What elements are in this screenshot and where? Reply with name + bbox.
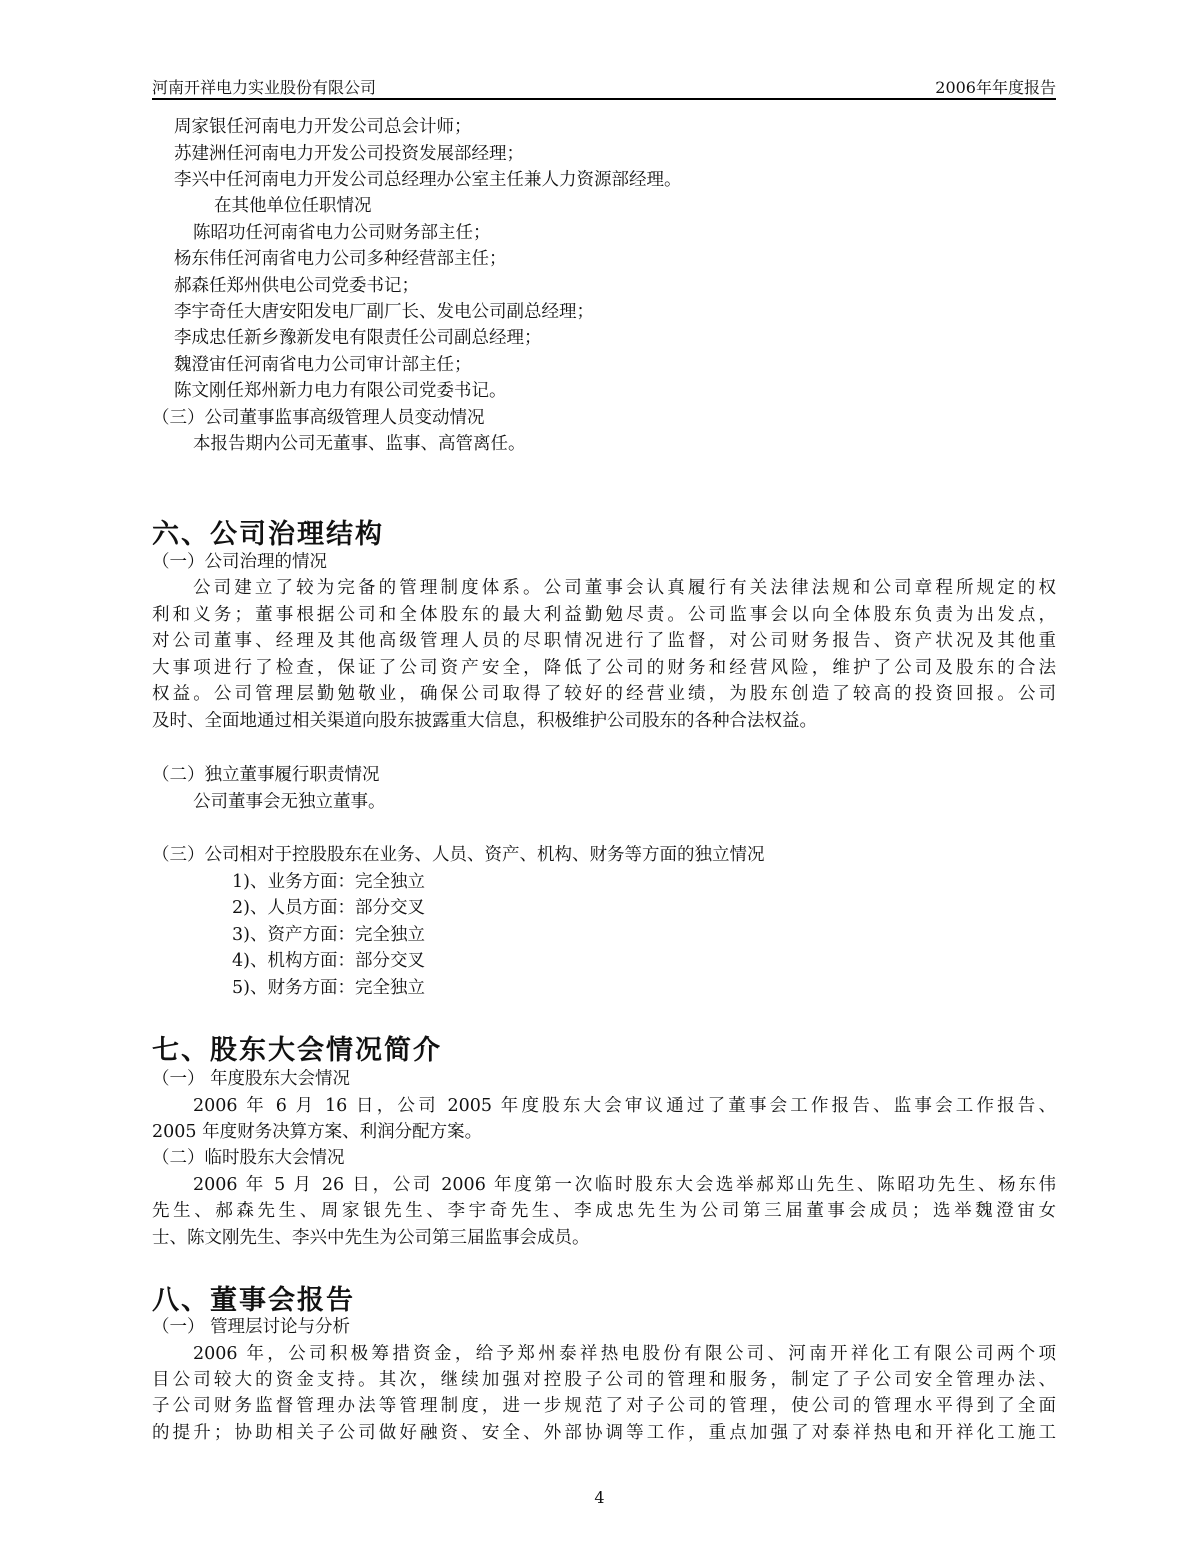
paragraph-line: 士、陈文刚先生、李兴中先生为公司第三届监事会成员。 (152, 1228, 590, 1248)
paragraph-line: 的提升；协助相关子公司做好融资、安全、外部协调等工作，重点加强了对泰祥热电和开祥化工施工 (152, 1423, 1056, 1443)
text-line: 在其他单位任职情况 (214, 196, 372, 216)
text-line: 魏澄宙任河南省电力公司审计部主任； (174, 355, 472, 375)
text-line: 公司董事会无独立董事。 (193, 792, 386, 812)
header-report-title: 2006年年度报告 (935, 78, 1056, 97)
subsection-title: （一） 年度股东大会情况 (152, 1069, 351, 1089)
paragraph-line: 先生、郝森先生、周家银先生、李宇奇先生、李成忠先生为公司第三届董事会成员；选举魏澄宙女 (152, 1201, 1056, 1221)
page-number: 4 (594, 1488, 605, 1507)
subsection-title: （二）临时股东大会情况 (152, 1148, 345, 1168)
section-heading-6: 六、公司治理结构 (152, 519, 384, 550)
text-line: 李宇奇任大唐安阳发电厂副厂长、发电公司副总经理； (174, 302, 594, 322)
text-line: 周家银任河南电力开发公司总会计师； (174, 117, 472, 137)
subsection-title: （一） 管理层讨论与分析 (152, 1317, 351, 1337)
page-header (152, 72, 1056, 100)
section-heading-8: 八、董事会报告 (152, 1285, 355, 1316)
paragraph-line: 公司建立了较为完备的管理制度体系。公司董事会认真履行有关法律法规和公司章程所规定的权 (193, 578, 1056, 598)
list-item: 3)、资产方面：完全独立 (232, 925, 425, 945)
header-company: 河南开祥电力实业股份有限公司 (152, 78, 377, 97)
subsection-title: （二）独立董事履行职责情况 (152, 765, 380, 785)
text-line: 陈文刚任郑州新力电力有限公司党委书记。 (174, 381, 507, 401)
subsection-title: （三）公司董事监事高级管理人员变动情况 (152, 408, 485, 428)
text-line: 郝森任郑州供电公司党委书记； (174, 276, 419, 296)
text-line: 本报告期内公司无董事、监事、高管离任。 (193, 434, 526, 454)
list-item: 4)、机构方面：部分交叉 (232, 951, 425, 971)
list-item: 5)、财务方面：完全独立 (232, 978, 425, 998)
paragraph-line: 2006 年 6 月 16 日，公司 2005 年度股东大会审议通过了董事会工作报告、监事会工作报告、 (193, 1096, 1056, 1116)
paragraph-line: 2006 年，公司积极筹措资金，给予郑州泰祥热电股份有限公司、河南开祥化工有限公司两个项 (193, 1344, 1056, 1364)
paragraph-line: 2005 年度财务决算方案、利润分配方案。 (152, 1122, 483, 1142)
text-line: 李兴中任河南电力开发公司总经理办公室主任兼人力资源部经理。 (174, 170, 682, 190)
paragraph-line: 对公司董事、经理及其他高级管理人员的尽职情况进行了监督，对公司财务报告、资产状况及其他重 (152, 631, 1056, 651)
paragraph-line: 利和义务；董事根据公司和全体股东的最大利益勤勉尽责。公司监事会以向全体股东负责为出发点， (152, 605, 1056, 625)
list-item: 2)、人员方面：部分交叉 (232, 898, 425, 918)
section-heading-7: 七、股东大会情况简介 (152, 1035, 442, 1066)
text-line: 陈昭功任河南省电力公司财务部主任； (193, 223, 491, 243)
paragraph-line: 及时、全面地通过相关渠道向股东披露重大信息，积极维护公司股东的各种合法权益。 (152, 711, 817, 731)
paragraph-line: 大事项进行了检查，保证了公司资产安全，降低了公司的财务和经营风险，维护了公司及股东的合法 (152, 658, 1056, 678)
text-line: 杨东伟任河南省电力公司多种经营部主任； (174, 249, 507, 269)
paragraph-line: 权益。公司管理层勤勉敬业，确保公司取得了较好的经营业绩，为股东创造了较高的投资回报。公司 (152, 684, 1056, 704)
paragraph-line: 目公司较大的资金支持。其次，继续加强对控股子公司的管理和服务，制定了子公司安全管理办法、 (152, 1370, 1056, 1390)
list-item: 1)、业务方面：完全独立 (232, 872, 425, 892)
text-line: 苏建洲任河南电力开发公司投资发展部经理； (174, 144, 524, 164)
subsection-title: （一）公司治理的情况 (152, 552, 327, 572)
subsection-title: （三）公司相对于控股股东在业务、人员、资产、机构、财务等方面的独立情况 (152, 845, 765, 865)
paragraph-line: 子公司财务监督管理办法等管理制度，进一步规范了对子公司的管理，使公司的管理水平得到了全面 (152, 1396, 1056, 1416)
paragraph-line: 2006 年 5 月 26 日，公司 2006 年度第一次临时股东大会选举郝郑山先生、陈昭功先生、杨东伟 (193, 1175, 1056, 1195)
text-line: 李成忠任新乡豫新发电有限责任公司副总经理； (174, 328, 542, 348)
